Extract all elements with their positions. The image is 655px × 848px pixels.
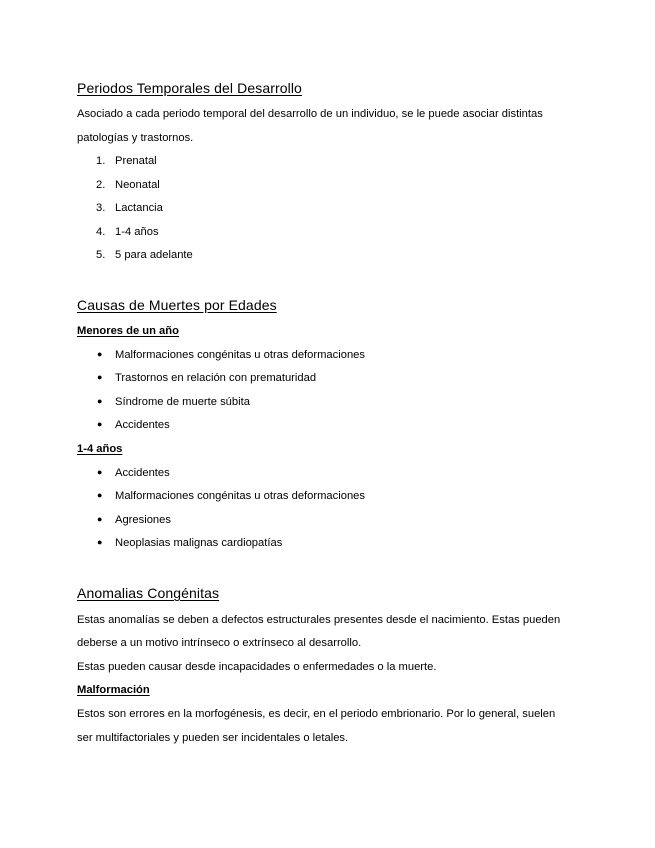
section-title-anomalias: Anomalias Congénitas [77, 585, 220, 601]
intro-line-2: patologías y trastornos. [77, 132, 194, 144]
list-item-label: Lactancia [115, 202, 163, 214]
section-title-causas: Causas de Muertes por Edades [77, 297, 277, 313]
bullet-list-item [92, 514, 171, 526]
bullet-list-item [92, 396, 250, 408]
list-item-label: Síndrome de muerte súbita [115, 396, 250, 408]
numbered-list-item [92, 249, 193, 261]
list-item-label: Trastornos en relación con prematuridad [115, 372, 317, 384]
bullet-list-item [92, 537, 282, 549]
list-item-label: Accidentes [115, 419, 170, 431]
list-number: 3. [96, 202, 106, 214]
bullet-icon: ● [97, 514, 103, 524]
numbered-list-item [92, 226, 159, 238]
bullet-icon: ● [97, 467, 103, 477]
list-item-label: Accidentes [115, 467, 170, 479]
bullet-icon: ● [97, 372, 103, 382]
paragraph-line: deberse a un motivo intrínseco o extrínseco al desarrollo. [77, 637, 362, 649]
list-number: 2. [96, 179, 106, 191]
list-number: 4. [96, 226, 106, 238]
bullet-icon: ● [97, 490, 103, 500]
paragraph-line: ser multifactoriales y pueden ser incidentales o letales. [77, 732, 349, 744]
list-item-label: 5 para adelante [115, 249, 193, 261]
bullet-icon: ● [97, 537, 103, 547]
bullet-list-item [92, 490, 365, 502]
bullet-icon: ● [97, 396, 103, 406]
numbered-list-item [92, 155, 157, 167]
list-item-label: Neonatal [115, 179, 160, 191]
list-item-label: Prenatal [115, 155, 157, 167]
paragraph-line: Estas pueden causar desde incapacidades o enfermedades o la muerte. [77, 661, 437, 673]
subheading-1-4-anos: 1-4 años [77, 443, 123, 455]
subheading-menores: Menores de un año [77, 325, 179, 337]
paragraph-line: Estas anomalías se deben a defectos estructurales presentes desde el nacimiento. Estas pueden [77, 614, 561, 626]
list-item-label: Malformaciones congénitas u otras deformaciones [115, 349, 365, 361]
bullet-list-item [92, 467, 170, 479]
list-item-label: Agresiones [115, 514, 171, 526]
bullet-list-item [92, 349, 365, 361]
bullet-list-item [92, 419, 170, 431]
bullet-icon: ● [97, 349, 103, 359]
paragraph-line: Estos son errores en la morfogénesis, es decir, en el periodo embrionario. Por lo general, suelen [77, 708, 556, 720]
numbered-list-item [92, 202, 163, 214]
bullet-icon: ● [97, 419, 103, 429]
list-number: 5. [96, 249, 106, 261]
subheading-malformacion: Malformación [77, 684, 150, 696]
numbered-list-item [92, 179, 160, 191]
list-number: 1. [96, 155, 106, 167]
list-item-label: Malformaciones congénitas u otras deformaciones [115, 490, 365, 502]
list-item-label: 1-4 años [115, 226, 159, 238]
list-item-label: Neoplasias malignas cardiopatías [115, 537, 283, 549]
intro-line-1: Asociado a cada periodo temporal del desarrollo de un individuo, se le puede asociar distintas [77, 108, 543, 120]
bullet-list-item [92, 372, 316, 384]
section-title-periodos: Periodos Temporales del Desarrollo [77, 80, 302, 96]
